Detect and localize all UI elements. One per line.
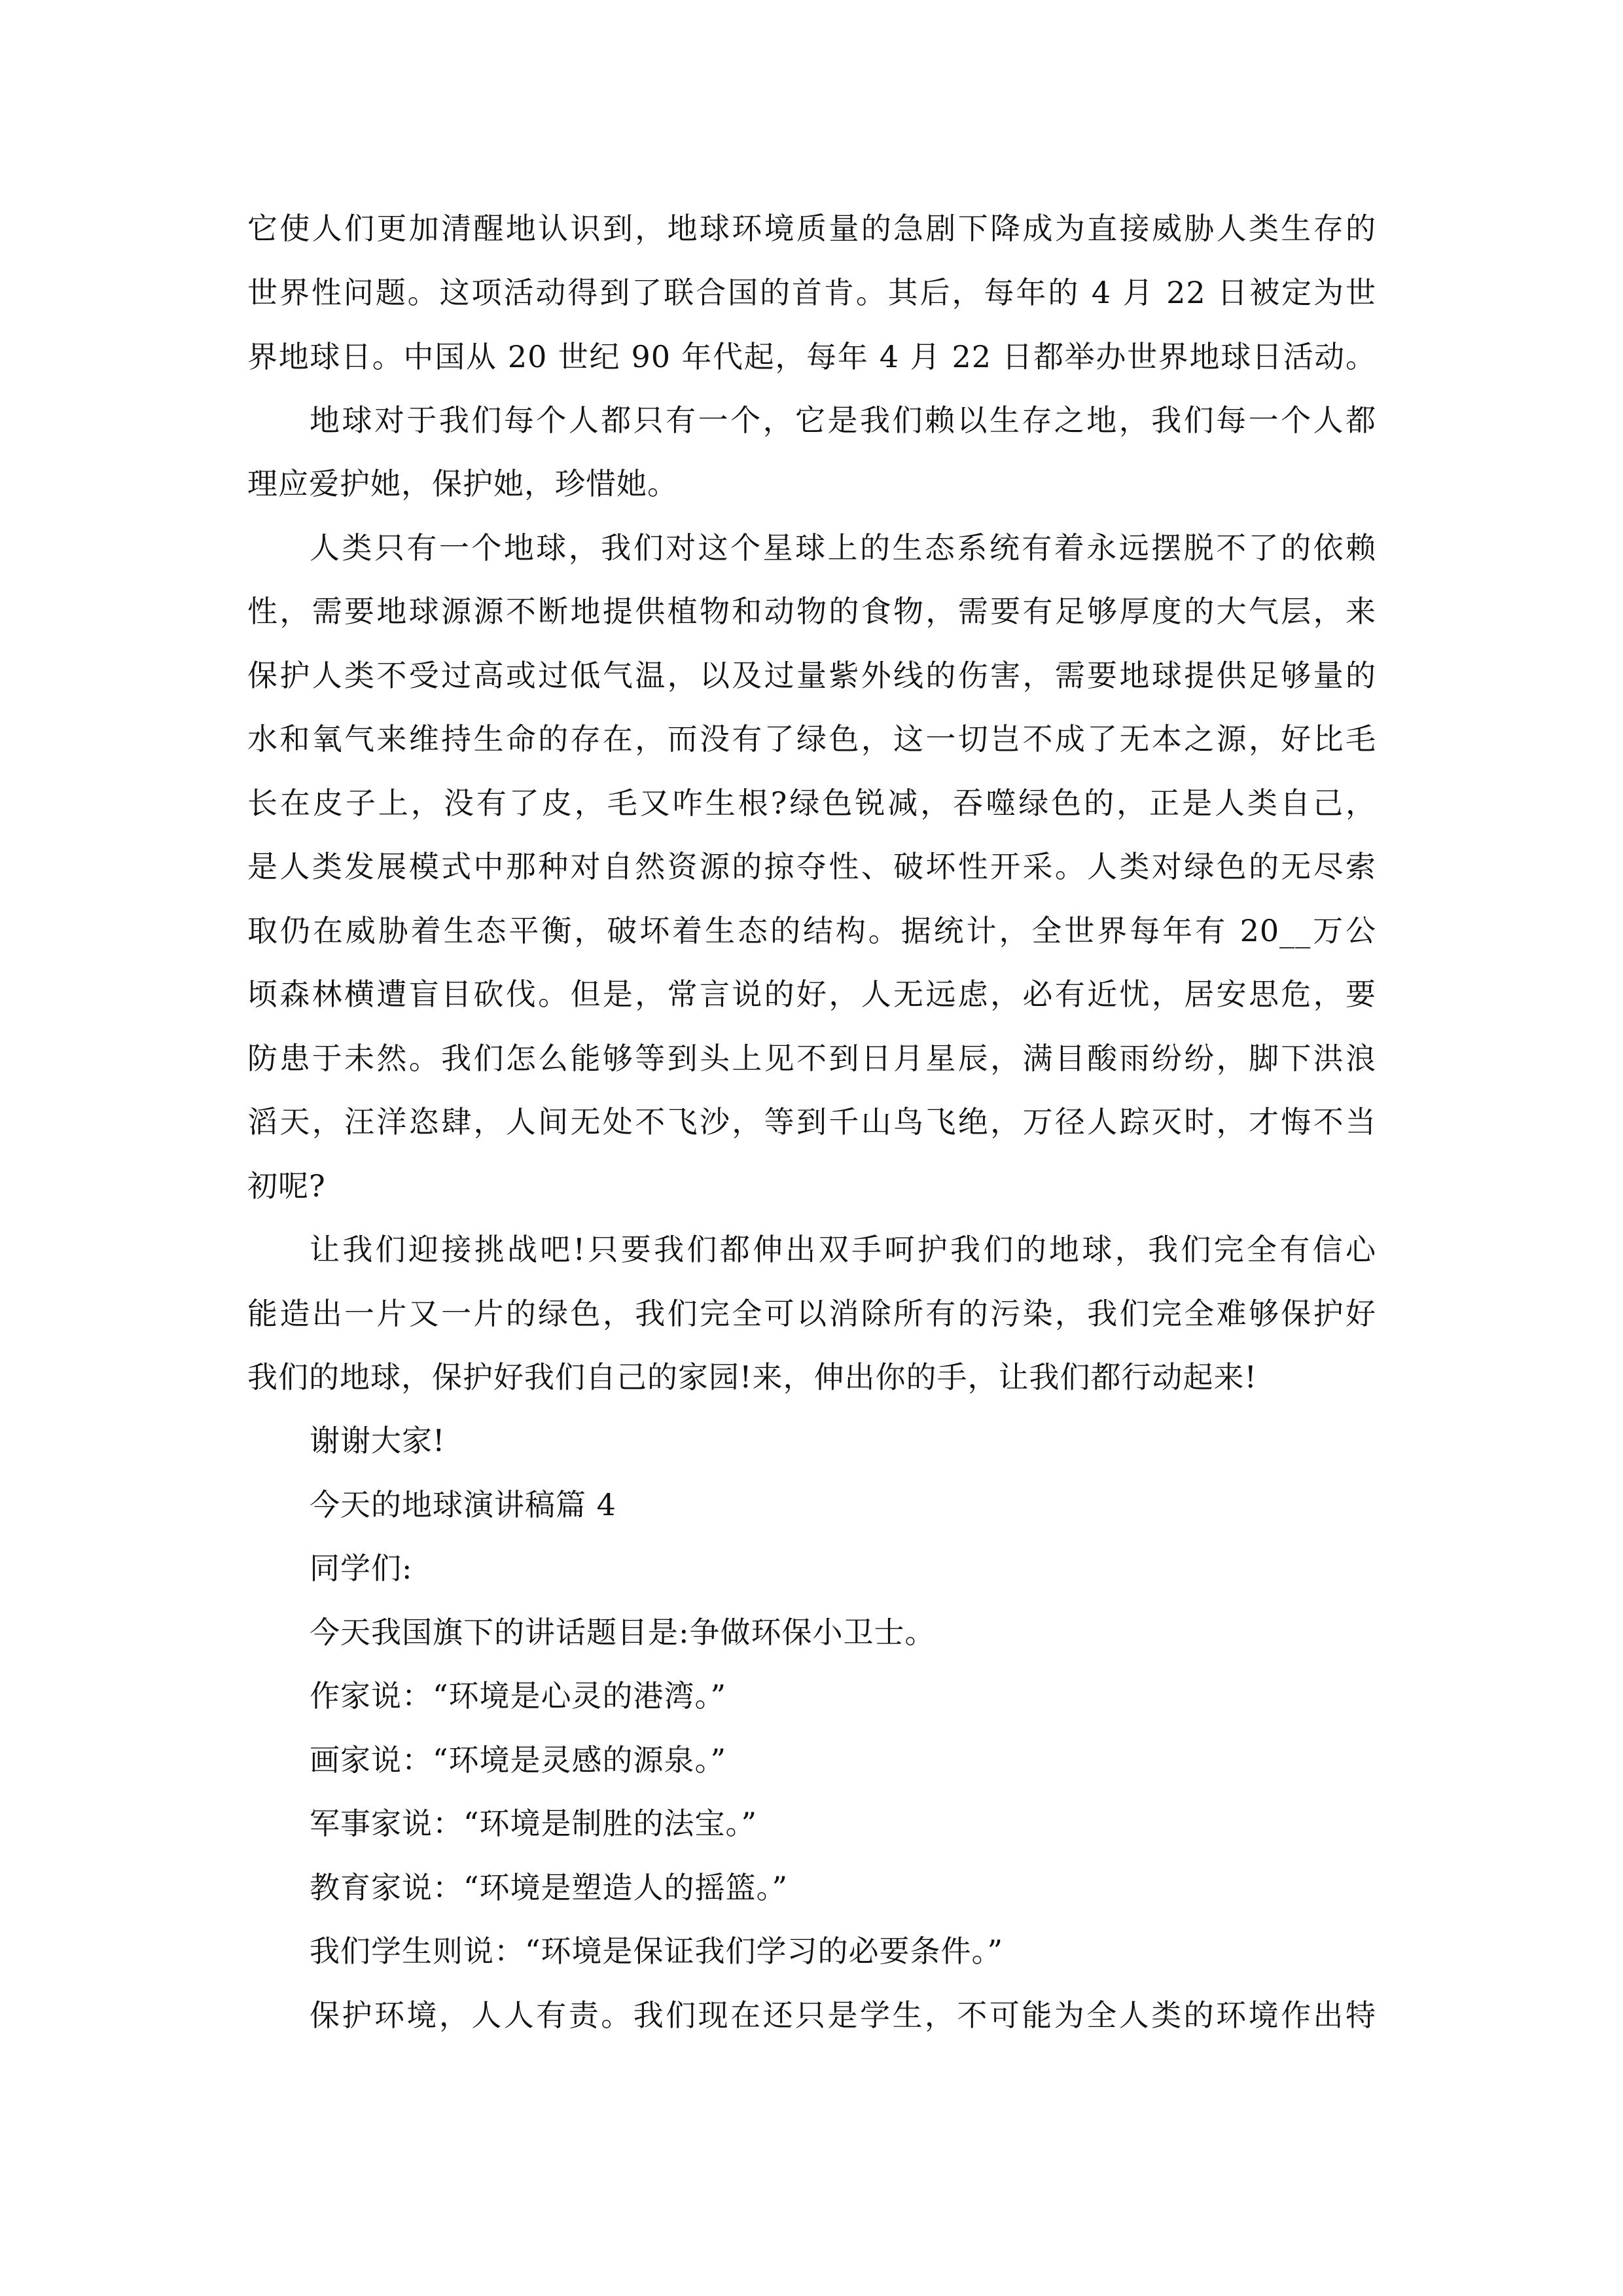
text-line: 防患于未然。我们怎么能够等到头上见不到日月星辰，满目酸雨纷纷，脚下洪浪	[247, 1041, 1376, 1076]
quote-line: 我们学生则说：“环境是保证我们学习的必要条件。”	[310, 1933, 1004, 1969]
paragraph-first-line: 保护环境，人人有责。我们现在还只是学生，不可能为全人类的环境作出特	[310, 1998, 1376, 2033]
salutation: 同学们:	[310, 1551, 413, 1586]
paragraph-first-line: 人类只有一个地球，我们对这个星球上的生态系统有着永远摆脱不了的依赖	[310, 530, 1376, 565]
text-line: 初呢?	[247, 1168, 326, 1204]
text-line: 它使人们更加清醒地认识到，地球环境质量的急剧下降成为直接威胁人类生存的	[247, 211, 1376, 246]
quote-line: 作家说：“环境是心灵的港湾。”	[310, 1678, 727, 1713]
text-line: 滔天，汪洋恣肆，人间无处不飞沙，等到千山鸟飞绝，万径人踪灭时，才悔不当	[247, 1104, 1376, 1139]
text-line: 能造出一片又一片的绿色，我们完全可以消除所有的污染，我们完全难够保护好	[247, 1296, 1376, 1331]
section-title: 今天的地球演讲稿篇 4	[310, 1487, 616, 1522]
quote-line: 画家说：“环境是灵感的源泉。”	[310, 1742, 727, 1778]
text-line: 世界性问题。这项活动得到了联合国的首肯。其后，每年的 4 月 22 日被定为世	[247, 275, 1376, 310]
paragraph-first-line: 地球对于我们每个人都只有一个，它是我们赖以生存之地，我们每一个人都	[310, 403, 1376, 438]
text-line: 性，需要地球源源不断地提供植物和动物的食物，需要有足够厚度的大气层，来	[247, 594, 1376, 629]
text-line: 今天我国旗下的讲话题目是:争做环保小卫士。	[310, 1615, 936, 1650]
text-line: 顷森林横遭盲目砍伐。但是，常言说的好，人无远虑，必有近忧，居安思危，要	[247, 977, 1376, 1012]
quote-line: 军事家说：“环境是制胜的法宝。”	[310, 1806, 758, 1841]
text-line: 我们的地球，保护好我们自己的家园!来，伸出你的手，让我们都行动起来!	[247, 1359, 1257, 1395]
closing-line: 谢谢大家!	[310, 1423, 446, 1458]
text-line: 界地球日。中国从 20 世纪 90 年代起，每年 4 月 22 日都举办世界地球日活动。	[247, 339, 1376, 374]
text-line: 理应爱护她，保护她，珍惜她。	[247, 466, 678, 501]
text-line: 水和氧气来维持生命的存在，而没有了绿色，这一切岂不成了无本之源，好比毛	[247, 721, 1376, 757]
text-line: 长在皮子上，没有了皮，毛又咋生根?绿色锐减，吞噬绿色的，正是人类自己，	[247, 785, 1376, 821]
quote-line: 教育家说：“环境是塑造人的摇篮。”	[310, 1870, 789, 1905]
paragraph-first-line: 让我们迎接挑战吧!只要我们都伸出双手呵护我们的地球，我们完全有信心	[310, 1232, 1376, 1267]
text-line: 保护人类不受过高或过低气温，以及过量紫外线的伤害，需要地球提供足够量的	[247, 658, 1376, 693]
text-line: 取仍在威胁着生态平衡，破坏着生态的结构。据统计，全世界每年有 20__万公	[247, 913, 1376, 948]
text-line: 是人类发展模式中那种对自然资源的掠夺性、破坏性开采。人类对绿色的无尽索	[247, 849, 1376, 884]
